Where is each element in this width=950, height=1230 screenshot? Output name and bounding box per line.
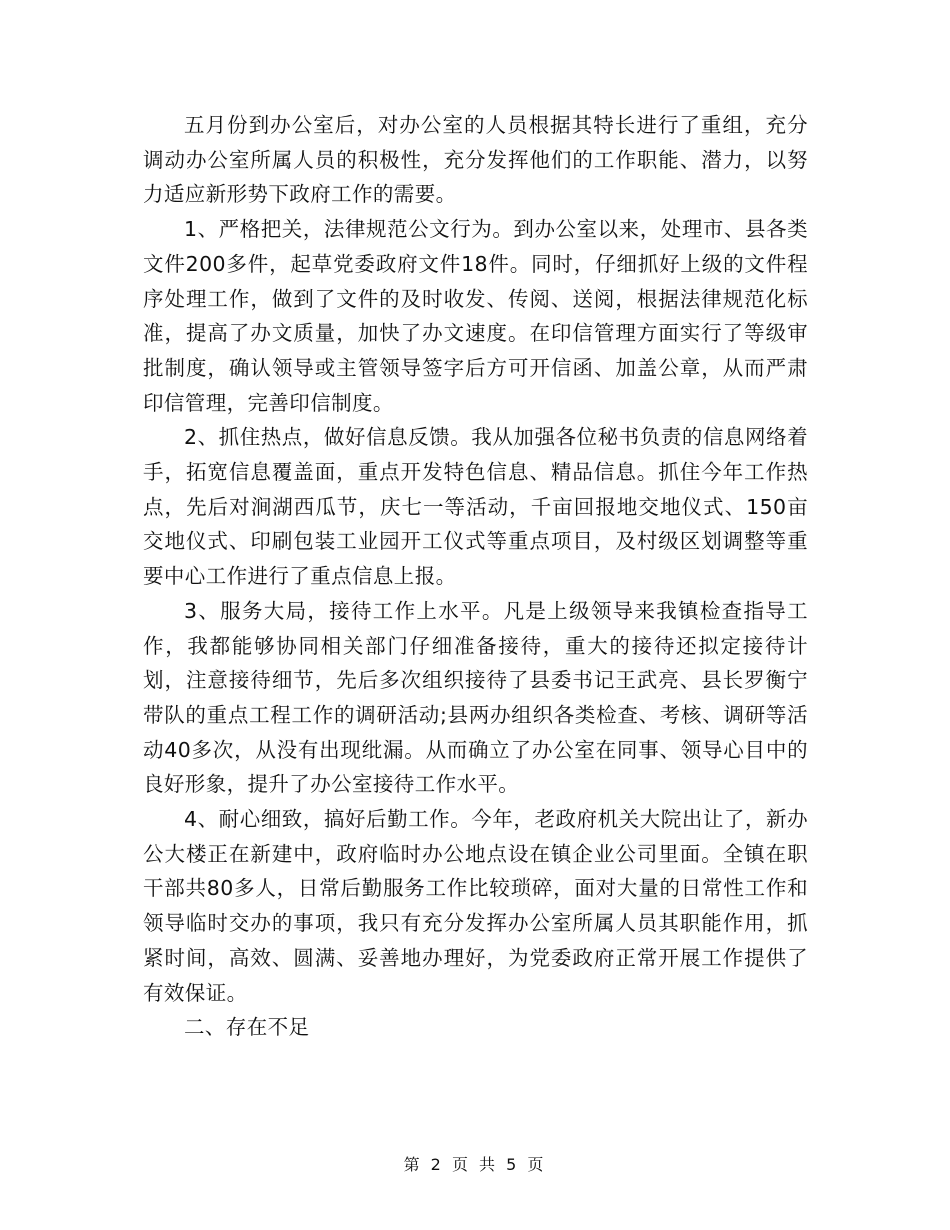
- paragraph-item-4: 4、耐心细致，搞好后勤工作。今年，老政府机关大院出让了，新办公大楼正在新建中，政府临时办公地点设在镇企业公司里面。全镇在职干部共80多人，日常后勤服务工作比较琐碎，面对大量的日常性工作和领导临时交办的事项，我只有充分发挥办公室所属人员其职能作用，抓紧时间，高效、圆满、妥善地办理好，为党委政府正常开展工作提供了有效保证。: [143, 807, 808, 1005]
- paragraph-item-1: 1、严格把关，法律规范公文行为。到办公室以来，处理市、县各类文件200多件，起草党委政府文件18件。同时，仔细抓好上级的文件程序处理工作，做到了文件的及时收发、传阅、送阅，根据法律规范化标准，提高了办文质量，加快了办文速度。在印信管理方面实行了等级审批制度，确认领导或主管领导签字后方可开信函、加盖公章，从而严肃印信管理，完善印信制度。: [143, 217, 808, 415]
- paragraph-intro: 五月份到办公室后，对办公室的人员根据其特长进行了重组，充分调动办公室所属人员的积极性，充分发挥他们的工作职能、潜力，以努力适应新形势下政府工作的需要。: [143, 113, 808, 207]
- paragraph-item-3: 3、服务大局，接待工作上水平。凡是上级领导来我镇检查指导工作，我都能够协同相关部门仔细准备接待，重大的接待还拟定接待计划，注意接待细节，先后多次组织接待了县委书记王武亮、县长罗衡宁带队的重点工程工作的调研活动;县两办组织各类检查、考核、调研等活动40多次，从没有出现纰漏。从而确立了办公室在同事、领导心目中的良好形象，提升了办公室接待工作水平。: [143, 598, 808, 797]
- document-body: [143, 108, 808, 1045]
- page-footer: 第 2 页 共 5 页: [403, 1155, 547, 1174]
- section-heading-shortcomings: 二、存在不足: [184, 1015, 310, 1040]
- paragraph-item-2: 2、抓住热点，做好信息反馈。我从加强各位秘书负责的信息网络着手，拓宽信息覆盖面，重点开发特色信息、精品信息。抓住今年工作热点，先后对涧湖西瓜节，庆七一等活动，千亩回报地交地仪式、150亩交地仪式、印刷包装工业园开工仪式等重点项目，及村级区划调整等重要中心工作进行了重点信息上报。: [143, 425, 808, 589]
